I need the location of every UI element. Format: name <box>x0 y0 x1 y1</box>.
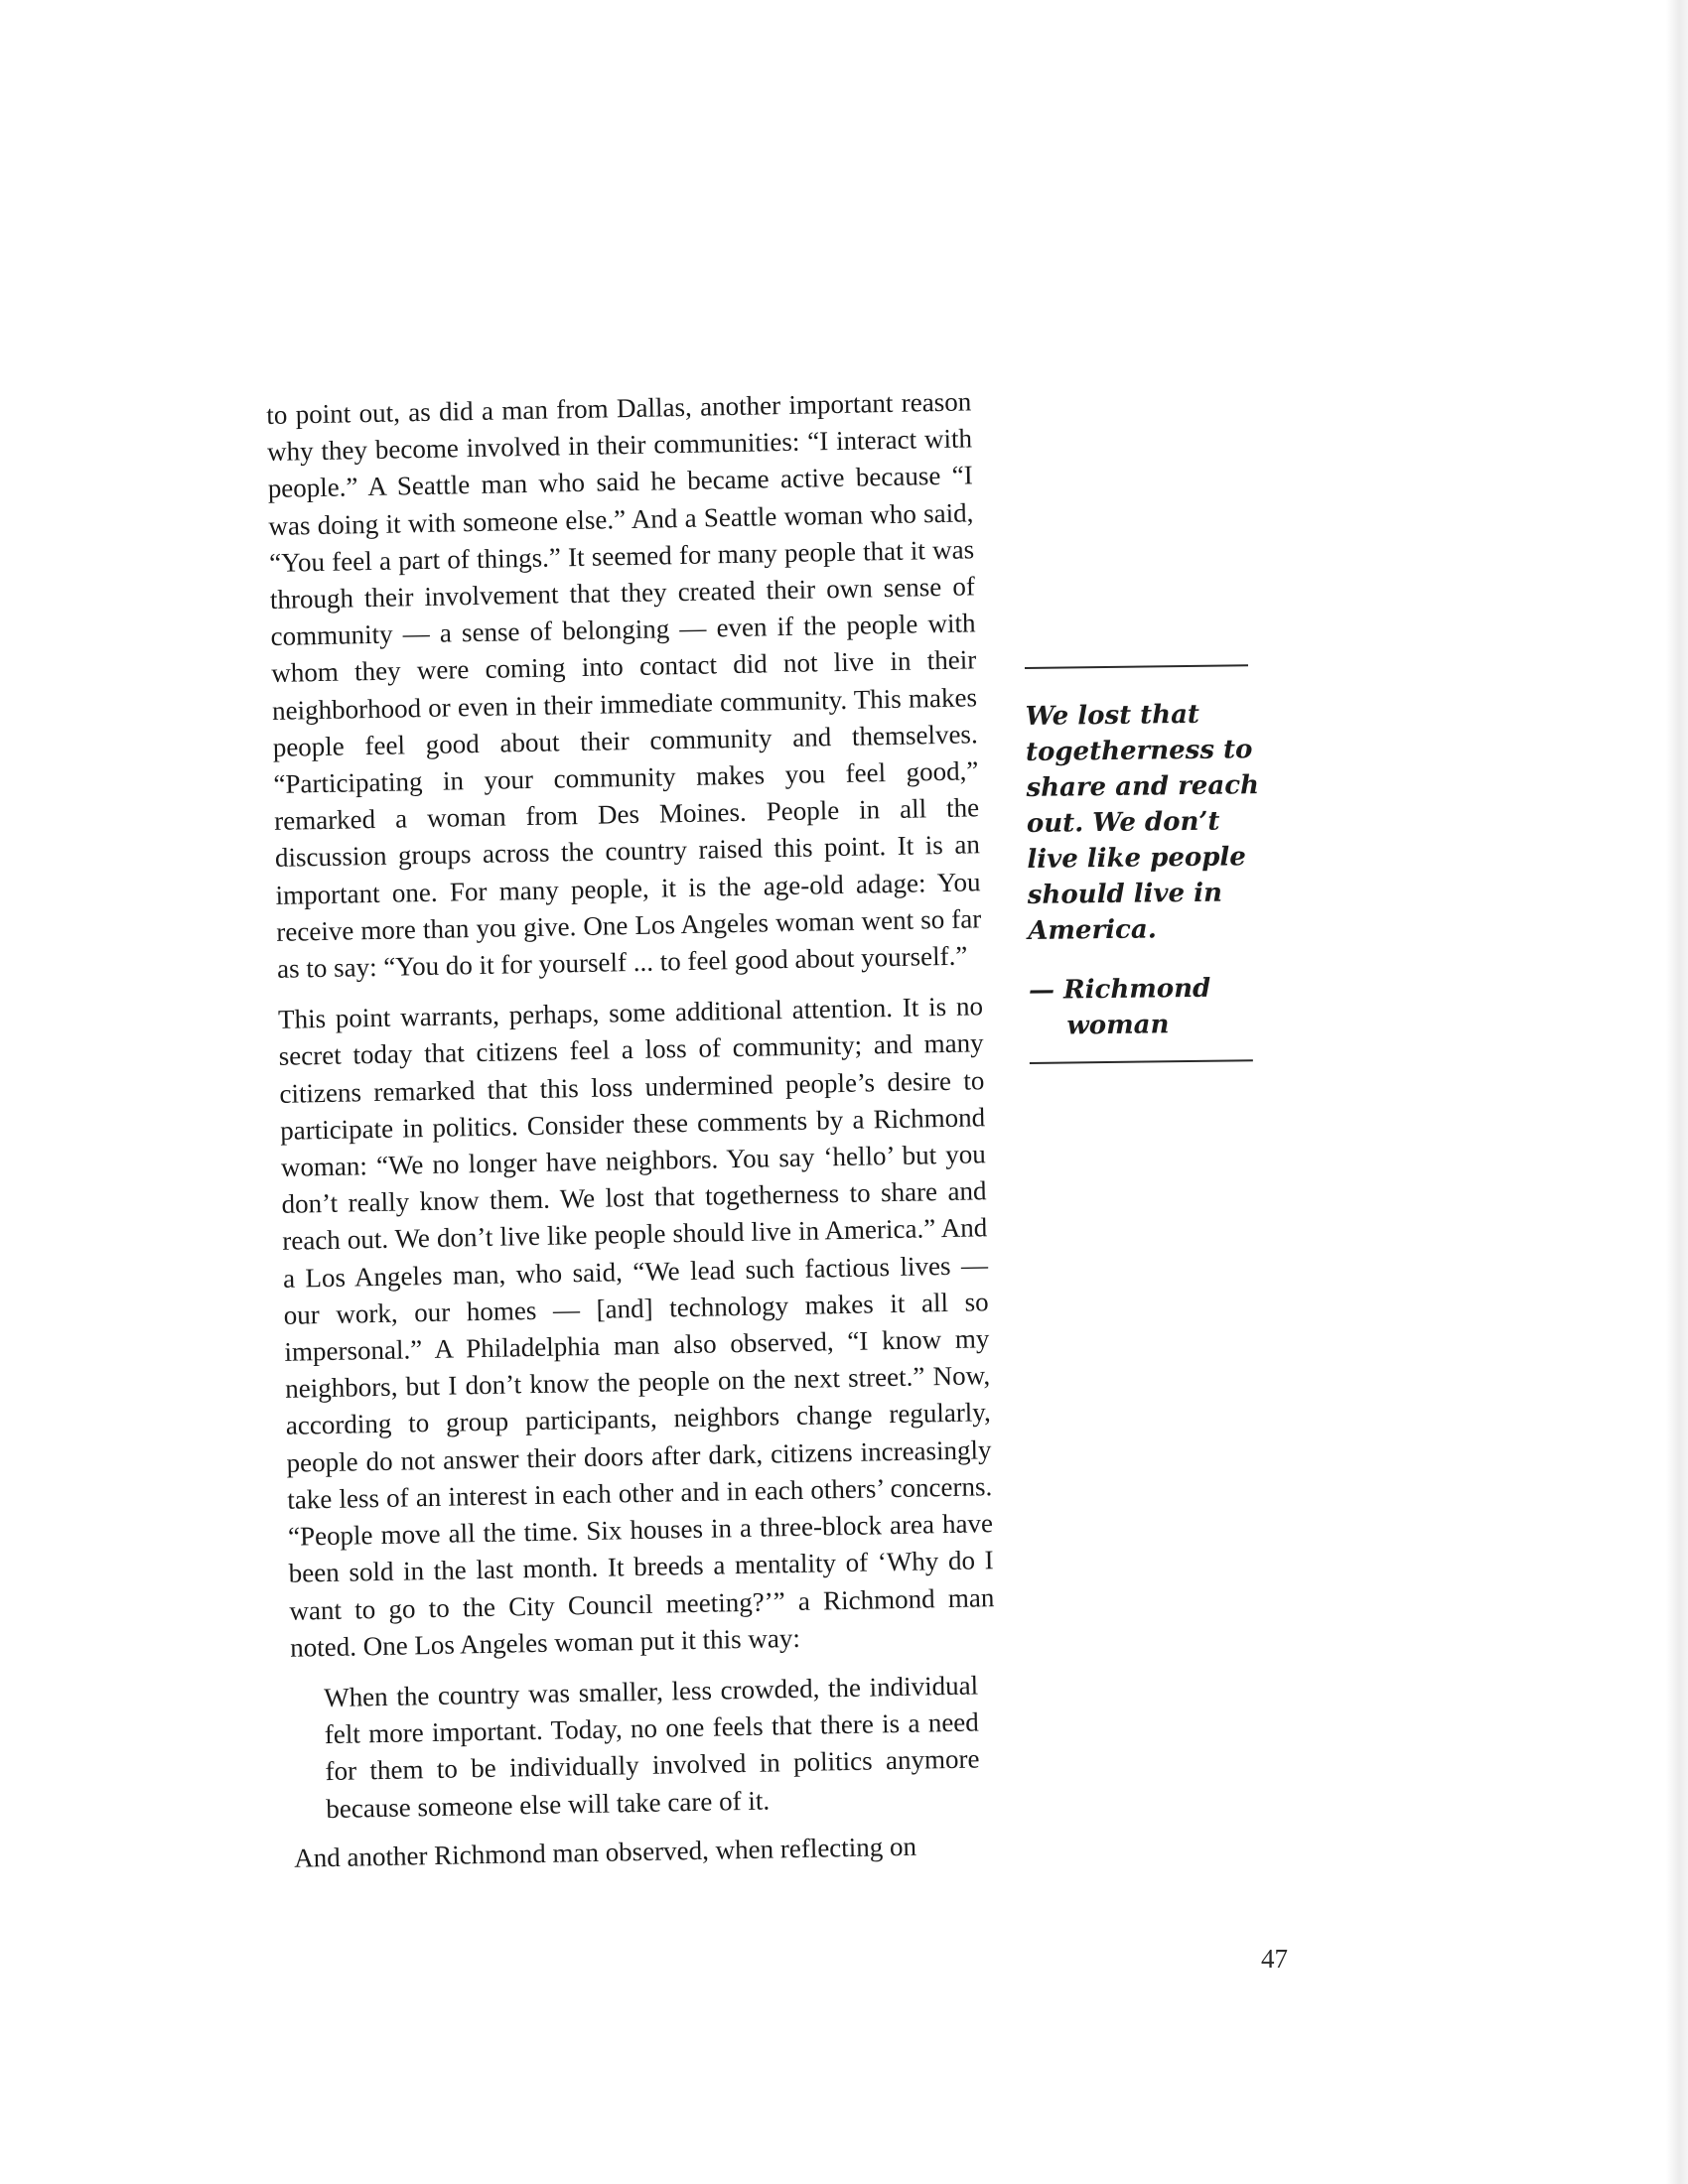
pull-quote-attribution: — Richmond woman <box>1028 973 1211 1041</box>
page-edge-shadow <box>1666 0 1688 2184</box>
body-paragraph-1: to point out, as did a man from Dallas, another important reason why they become involved in their communities: “I interact with people.” A Seattle man who said he became active because “I was doing it with someone else.” And a Seattle woman who said, “You feel a part of things.” It seemed for many people that it was through their involvement that they created their own sense of community — a sense of belonging — even if the people with whom they were coming into contact did not live in their neighborhood or even in their immediate community. This makes people feel good about their community and themselves. “Participating in your community makes you feel good,” remarked a woman from Des Moines. People in all the discussion groups across the country raised this point. It is an important one. For many people, it is the age-old adage: You receive more than you give. One Los Angeles woman went so far as to say: “You do it for yourself ... to feel good about yourself.” <box>266 386 982 984</box>
block-quote: When the country was smaller, less crowded, the individual felt more important. Today, no one feels that there is a need for them to be individually involved in politics anymore because someone else will take care of it. <box>323 1670 980 1824</box>
body-paragraph-3: And another Richmond man observed, when reflecting on <box>293 1831 917 1873</box>
body-paragraph-2: This point warrants, perhaps, some additional attention. It is no secret today that citizens feel a loss of community; and many citizens remarked that this loss undermined people’s desire to participate in politics. Consider these comments by a Richmond woman: “We no longer have neighbors. You say ‘hello’ but you don’t really know them. We lost that togetherness to share and reach out. We don’t live like people should live in America.” And a Los Angeles man, who said, “We lead such factious lives — our work, our homes — [and] technology makes it all so impersonal.” A Philadelphia man also observed, “I know my neighbors, but I don’t know the people on the next street.” Now, according to group participants, neighbors change regularly, people do not answer their doors after dark, citizens increasingly take less of an interest in each other and in each others’ concerns. “People move all the time. Six houses in a three-block area have been sold in the last month. It breeds a mentality of ‘Why do I want to go to the City Council meeting?’” a Richmond man noted. One Los Angeles woman put it this way: <box>277 991 995 1663</box>
pull-quote-sidebar <box>1025 664 1273 1064</box>
main-text-column <box>266 383 1000 1890</box>
pull-quote-text: We lost that togetherness to share and reach out. We don’t live like people should live in America. <box>1025 699 1260 946</box>
pull-quote-bottom-rule <box>1030 1059 1253 1064</box>
page-number: 47 <box>1261 1944 1288 1974</box>
pull-quote-top-rule <box>1025 664 1248 669</box>
